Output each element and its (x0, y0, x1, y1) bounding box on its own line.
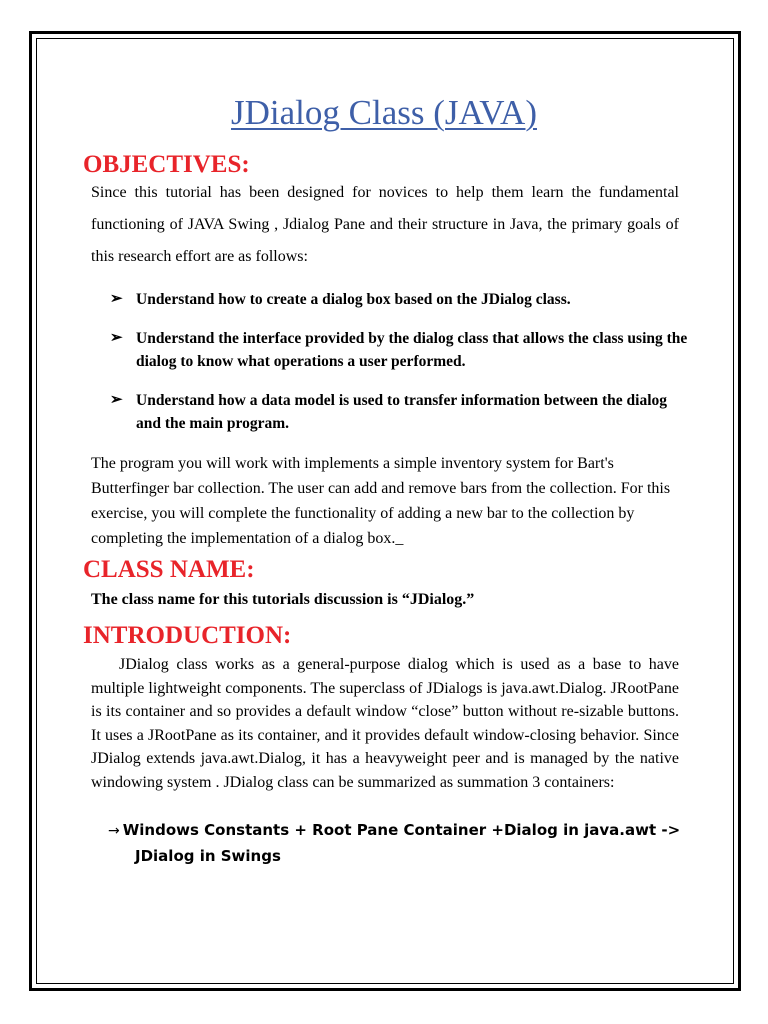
objectives-bullet-list (110, 288, 690, 451)
objectives-heading: OBJECTIVES: (83, 151, 250, 178)
program-description-paragraph: The program you will work with implements a simple inventory system for Bart's Butterfinger bar collection. The user can add and remove bars from the collection. For this exercise, you will complete the functionality of adding a new bar to the collection by completing the implementation of a dialog box._ (91, 455, 671, 547)
introduction-text-part3: JDialog class can be summarized as summation 3 containers: (223, 773, 615, 791)
class-name-paragraph (91, 588, 474, 612)
arrow-bullet-icon: ➢ (110, 291, 123, 307)
introduction-heading: INTRODUCTION: (83, 622, 292, 649)
list-item (110, 389, 690, 435)
arrow-bullet-icon: ➢ (110, 330, 123, 346)
introduction-text-part1: JDialog class works as a general-purpose dialog which is used as a base to have multiple lightweight components. The superclass of JDialogs is java.awt.Dialog. JRootPane is its container and so provides a default window “close” button without re-sizable buttons. (91, 656, 679, 720)
containers-summary (108, 818, 708, 869)
introduction-paragraph (91, 653, 679, 794)
arrow-bullet-icon: ➢ (110, 392, 123, 408)
objectives-intro-paragraph: Since this tutorial has been designed for novices to help them learn the fundamental functioning of JAVA Swing , Jdialog Pane and their structure in Java, the primary goals of this research effort are as follows: (91, 184, 679, 265)
bullet-text: Understand how to create a dialog box based on the JDialog class. (136, 291, 571, 308)
class-name-value: “JDialog.” (401, 591, 475, 608)
bullet-text: Understand how a data model is used to transfer information between the dialog and the main program. (136, 392, 668, 432)
introduction-text-part2: It uses a JRootPane as its container, and it provides default window-closing behavior. Since JDialog extends java.awt.Dialog, it has a heavyweight peer and is managed by the native windowing system . (91, 726, 679, 791)
summary-line-2: JDialog in Swings (135, 847, 281, 865)
right-arrow-icon: → (108, 823, 120, 839)
summary-line-1: Windows Constants + Root Pane Container +Dialog in java.awt -> (122, 821, 681, 839)
bullet-text: Understand the interface provided by the dialog class that allows the class using the dialog to know what operations a user performed. (136, 330, 688, 370)
document-title: JDialog Class (JAVA) (231, 93, 537, 132)
class-name-prefix: The class name for this tutorials discussion is (91, 591, 402, 608)
list-item (110, 327, 690, 373)
list-item (110, 288, 690, 311)
class-name-heading: CLASS NAME: (83, 556, 255, 583)
